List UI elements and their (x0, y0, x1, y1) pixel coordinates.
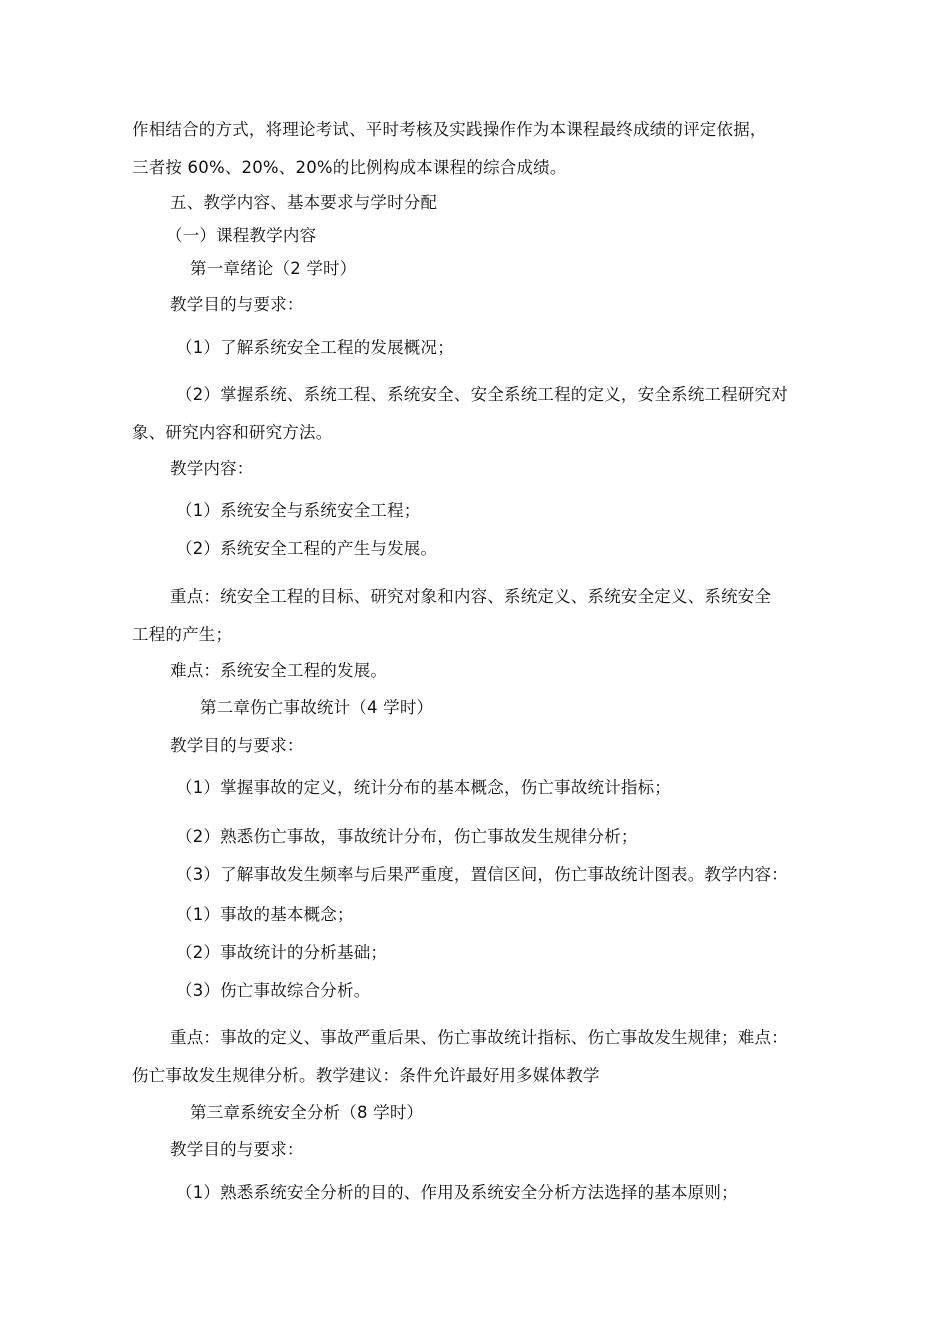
paragraph-line: 教学目的与要求： (170, 1140, 304, 1159)
paragraph-line: 重点：统安全工程的目标、研究对象和内容、系统定义、系统安全定义、系统安全 (170, 587, 772, 606)
paragraph-line: 教学内容： (170, 459, 254, 478)
paragraph-line: 重点：事故的定义、事故严重后果、伤亡事故统计指标、伤亡事故发生规律；难点： (170, 1028, 788, 1047)
list-item: （2）事故统计的分析基础； (176, 943, 388, 962)
chapter-heading: 第二章伤亡事故统计（4 学时） (200, 698, 434, 717)
list-item: （2）掌握系统、系统工程、系统安全、安全系统工程的定义，安全系统工程研究对 (176, 385, 788, 404)
paragraph-line: 作相结合的方式，将理论考试、平时考核及实践操作作为本课程最终成绩的评定依据， (132, 120, 767, 139)
list-item: （1）掌握事故的定义，统计分布的基本概念，伤亡事故统计指标； (176, 778, 671, 797)
list-item: （1）系统安全与系统安全工程； (176, 501, 421, 520)
list-item: （3）伤亡事故综合分析。 (176, 981, 371, 1000)
paragraph-line: 难点：系统安全工程的发展。 (170, 661, 388, 680)
chapter-heading: 第三章系统安全分析（8 学时） (190, 1103, 424, 1122)
list-item: （1）了解系统安全工程的发展概况； (176, 338, 454, 357)
paragraph-line: 教学目的与要求： (170, 736, 304, 755)
list-item: （3）了解事故发生频率与后果严重度，置信区间，伤亡事故统计图表。教学内容： (176, 865, 788, 884)
list-item: （2）系统安全工程的产生与发展。 (176, 539, 438, 558)
section-heading: 五、教学内容、基本要求与学时分配 (170, 193, 438, 212)
list-item: （2）熟悉伤亡事故，事故统计分布，伤亡事故发生规律分析； (176, 827, 638, 846)
list-item: （1）事故的基本概念； (176, 905, 354, 924)
paragraph-line: 三者按 60%、20%、20%的比例构成本课程的综合成绩。 (132, 158, 567, 177)
subsection-heading: （一）课程教学内容 (166, 226, 317, 245)
paragraph-line: 工程的产生； (132, 625, 233, 644)
chapter-heading: 第一章绪论（2 学时） (190, 259, 357, 278)
paragraph-line: 伤亡事故发生规律分析。教学建议：条件允许最好用多媒体教学 (132, 1066, 600, 1085)
paragraph-line: 教学目的与要求： (170, 295, 304, 314)
list-item: （1）熟悉系统安全分析的目的、作用及系统安全分析方法选择的基本原则； (176, 1183, 738, 1202)
paragraph-line: 象、研究内容和研究方法。 (132, 423, 333, 442)
